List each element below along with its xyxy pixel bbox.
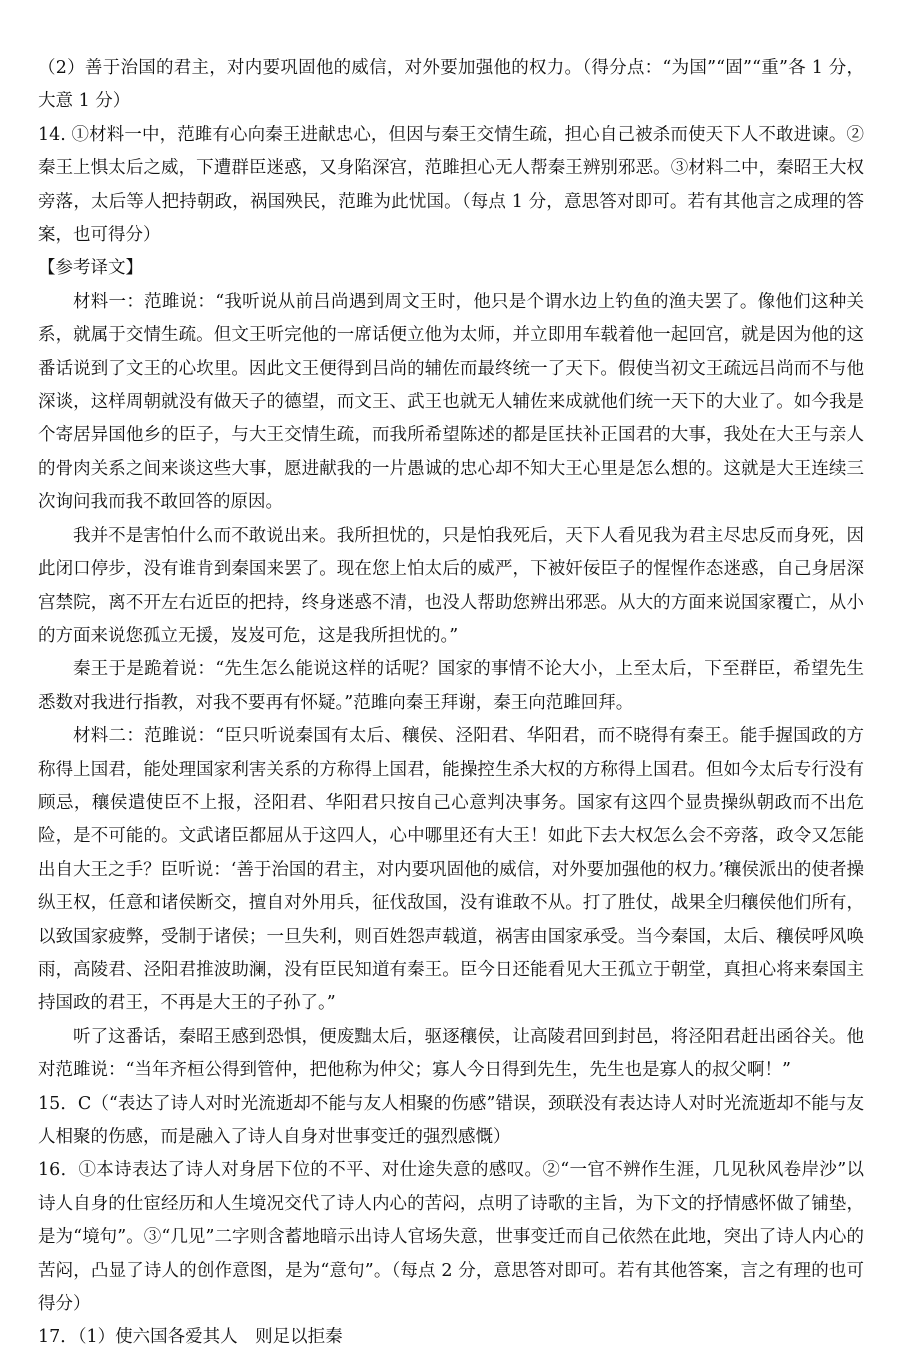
translation-paragraph-4: 材料二：范雎说：“臣只听说秦国有太后、穰侯、泾阳君、华阳君，而不晓得有秦王。能手握国政的方称得上国君，能处理国家利害关系的方称得上国君，能操控生杀大权的方称得上国君。但如今太后专行没有顾忌，穰侯遣使臣不上报，泾阳君、华阳君只按自己心意判决事务。国家有这四个显贵操纵朝政而不出危险，是不可能的。文武诸臣都屈从于这四人，心中哪里还有大王！如此下去大权怎么会不旁落，政令又怎能出自大王之手？臣听说：‘善于治国的君主，对内要巩固他的威信，对外要加强他的权力。’穰侯派出的使者操纵王权，任意和诸侯断交，擅自对外用兵，征伐敌国，没有谁敢不从。打了胜仗，战果全归穰侯他们所有，以致国家疲弊，受制于诸侯；一旦失利，则百姓怨声载道，祸害由国家承受。当今秦国，太后、穰侯呼风唤雨，高陵君、泾阳君推波助澜，没有臣民知道有秦王。臣今日还能看见大王孤立于朝堂，真担心将来秦国主持国政的君王，不再是大王的子孙了。” xyxy=(38,726,864,1014)
translation-paragraph-2: 我并不是害怕什么而不敢说出来。我所担忧的，只是怕我死后，天下人看见我为君主尽忠反而身死，因此闭口停步，没有谁肯到秦国来罢了。现在您上怕太后的威严，下被奸佞臣子的惺惺作态迷惑，自己身居深宫禁院，离不开左右近臣的把持，终身迷惑不清，也没人帮助您辨出邪恶。从大的方面来说国家覆亡，从小的方面来说您孤立无援，岌岌可危，这是我所担忧的。” xyxy=(38,525,864,646)
answer-q17-1: 17．（1）使六国各爱其人 则足以拒秦 xyxy=(38,1327,343,1348)
translation-paragraph-3: 秦王于是跪着说：“先生怎么能说这样的话呢？国家的事情不论大小，上至太后，下至群臣，希望先生悉数对我进行指教，对我不要再有怀疑。”范雎向秦王拜谢，秦王向范雎回拜。 xyxy=(38,659,864,713)
translation-paragraph-1: 材料一：范雎说：“我听说从前吕尚遇到周文王时，他只是个谓水边上钓鱼的渔夫罢了。像他们这种关系，就属于交情生疏。但文王听完他的一席话便立他为太师，并立即用车载着他一起回宫，就是因为他的这番话说到了文王的心坎里。因此文王便得到吕尚的辅佐而最终统一了天下。假使当初文王疏远吕尚而不与他深谈，这样周朝就没有做天子的德望，而文王、武王也就无人辅佐来成就他们统一天下的大业了。如今我是个寄居异国他乡的臣子，与大王交情生疏，而我所希望陈述的都是匡扶补正国君的大事，我处在大王与亲人的骨肉关系之间来谈这些大事，愿进献我的一片愚诚的忠心却不知大王心里是怎么想的。这就是大王连续三次询问我而我不敢回答的原因。 xyxy=(38,291,864,513)
translation-paragraph-5: 听了这番话，秦昭王感到恐惧，便废黜太后，驱逐穰侯，让高陵君回到封邑，将泾阳君赶出函谷关。他对范雎说：“当年齐桓公得到管仲，把他称为仲父；寡人今日得到先生，先生也是寡人的叔父啊！” xyxy=(38,1026,864,1081)
answer-q13-2: （2）善于治国的君主，对内要巩固他的威信，对外要加强他的权力。（得分点：“为国”“固”“重”各 1 分，大意 1 分） xyxy=(38,58,864,112)
answer-q14: 14. ①材料一中，范雎有心向秦王进献忠心，但因与秦王交情生疏，担心自己被杀而使天下人不敢进谏。②秦王上惧太后之威，下遭群臣迷惑，又身陷深宫，范雎担心无人帮秦王辨别邪恶。③材料二中，秦昭王大权旁落，太后等人把持朝政，祸国殃民，范雎为此忧国。（每点 1 分，意思答对即可。若有其他言之成理的答案，也可得分） xyxy=(38,124,864,246)
translation-heading: 【参考译文】 xyxy=(38,258,143,279)
answer-q16: 16．①本诗表达了诗人对身居下位的不平、对仕途失意的感叹。②“一官不辨作生涯，几见秋风卷岸沙”以诗人自身的仕宦经历和人生境况交代了诗人内心的苦闷，点明了诗歌的主旨，为下文的抒情感怀做了铺垫，是为“境句”。③“几见”二字则含蓄地暗示出诗人官场失意，世事变迁而自己依然在此地，突出了诗人内心的苦闷，凸显了诗人的创作意图，是为“意句”。（每点 2 分，意思答对即可。若有其他答案，言之有理的也可得分） xyxy=(38,1160,864,1315)
answer-page xyxy=(38,52,864,1355)
answer-q15: 15．C（“表达了诗人对时光流逝却不能与友人相聚的伤感”错误，颈联没有表达诗人对时光流逝却不能与友人相聚的伤感，而是融入了诗人自身对世事变迁的强烈感慨） xyxy=(38,1093,864,1147)
